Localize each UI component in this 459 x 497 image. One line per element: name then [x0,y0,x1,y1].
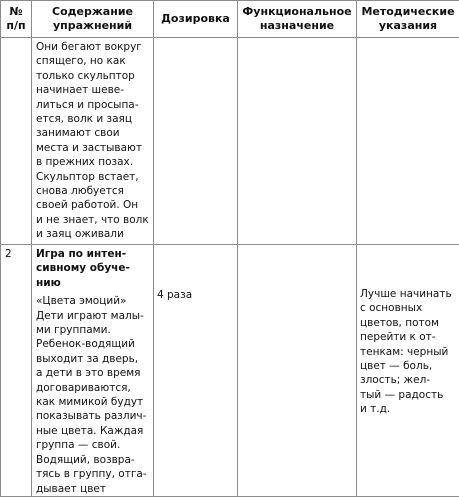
table-header-row [1,1,459,38]
row-1-function-cell [238,38,357,245]
row-1-num [1,38,31,40]
row-1-num-cell [1,38,32,245]
header-dosage: Дозировка [154,1,238,38]
table-row [1,245,459,497]
header-content: Содержание упражнений [32,1,154,38]
header-num: № п/п [1,1,32,38]
row-2-dosage-cell [154,245,238,497]
row-1-method [357,38,459,40]
header-method: Методические указания [357,1,459,38]
table-row [1,38,459,245]
row-2-method-cell [357,245,459,497]
header-function: Функциональное назначение [238,1,357,38]
row-2-heading: Игра по интен- сивному обуче- нию [36,247,150,290]
row-1-content: Они бегают вокруг спящего, но как только скульптор начинает шеве- литься и просыпа- ется, волк и заяц занимают свои места и застывают в прежних позах. Скульптор встает, снова любуется своей работой. Он и не знает, что волк и заяц оживали [32,38,153,242]
row-2-function [238,245,356,247]
row-2-content-cell [32,245,154,497]
row-2-num: 2 [1,245,31,261]
row-1-function [238,38,356,40]
row-2-method: Лучше начинать с основных цветов, потом перейти к от- тенкам: черный цвет — боль, злость; жел- тый — радость и т.д. [357,285,459,417]
row-1-content-cell [32,38,154,245]
row-1-dosage-cell [154,38,238,245]
row-2-function-cell [238,245,357,497]
row-1-method-cell [357,38,459,245]
row-2-content: «Цвета эмоций» Дети играют малы- ми группами. Ребенок-водящий выходит за дверь, а дети в это время договариваются, как мимикой будут показывать различ- ные цвета. Каждая группа — свой. Водящий, возвра- тясь в группу, отга- дывает цвет [36,294,150,496]
row-2-num-cell [1,245,32,497]
row-2-dosage: 4 раза [154,285,237,302]
row-1-dosage [154,38,237,41]
